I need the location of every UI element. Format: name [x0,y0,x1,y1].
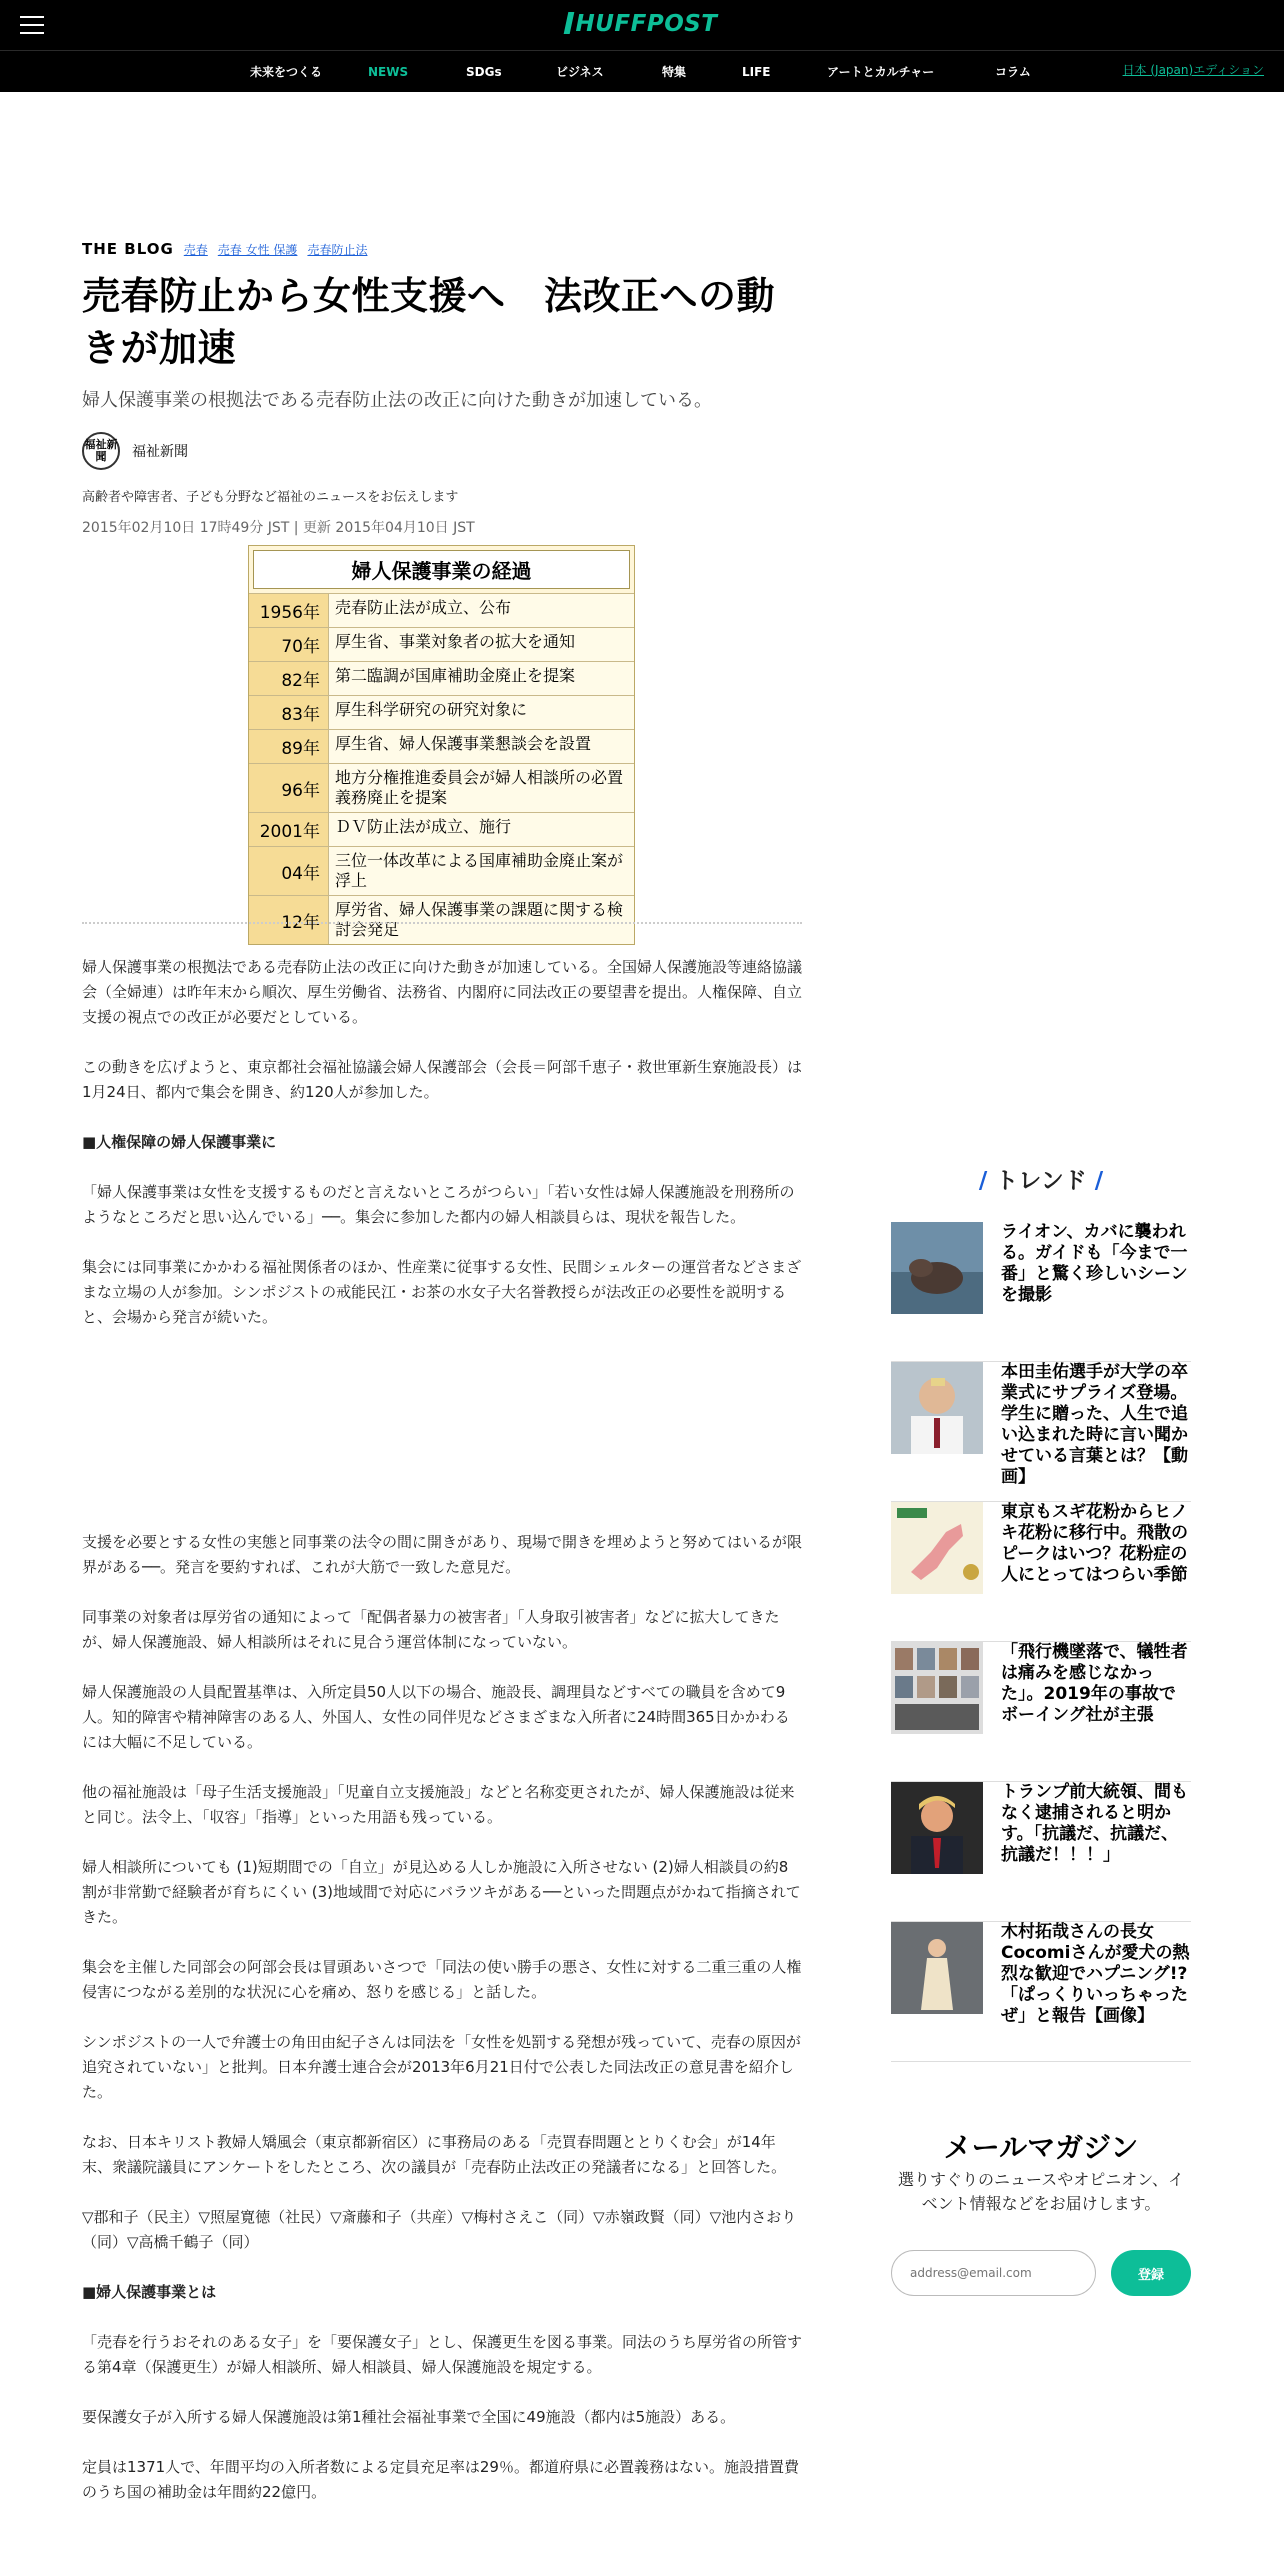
history-event: 三位一体改革による国庫補助金廃止案が浮上 [329,847,634,895]
nav-item-business[interactable]: ビジネス [556,65,604,79]
tag-link[interactable]: 売春防止法 [307,243,368,257]
pollen-map-thumbnail [891,1502,983,1594]
trend-headline: トランプ前大統領、間もなく逮捕されると明かす。「抗議だ、抗議だ、抗議だ！！！」 [1001,1782,1188,1865]
politician-photo-thumbnail [891,1782,983,1874]
trend-headline: 本田圭佑選手が大学の卒業式にサプライズ登場。学生に贈った、人生で追い込まれた時に言い聞かせている言葉とは？【動画】 [1001,1362,1188,1487]
body-paragraph: 集会には同事業にかかわる福祉関係者のほか、性産業に従事する女性、民間シェルターの運営者などさまざまな立場の人が参加。シンポジストの戒能民江・お茶の水女子大名誉教授らが法改正の必要性を説明すると、会場から発言が続いた。 [82,1258,802,1326]
body-paragraph: 婦人相談所についても (1)短期間での「自立」が見込める人しか施設に入所させない (2)婦人相談員の約8割が非常勤で経験者が育ちにくい (3)地域間で対応にバラツキがある──といった問題点がかねて指摘されてきた。 [82,1858,801,1926]
trend-headline: 木村拓哉さんの長女Cocomiさんが愛犬の熱烈な歓迎でハプニング!?「ぱっくりいっちゃったぜ」と報告【画像】 [1001,1922,1190,2026]
history-row [249,763,634,812]
history-row [249,729,634,763]
nav-item-life[interactable]: LIFE [742,65,771,79]
history-year: 04年 [249,847,329,895]
article-header [82,240,802,537]
history-row [249,895,634,944]
trend-headline: 東京もスギ花粉からヒノキ花粉に移行中。飛散のピークはいつ？花粉症の人にとってはつらい季節 [1001,1502,1188,1585]
nav-item-news[interactable]: NEWS [368,65,409,79]
article-headline: 売春防止から女性支援へ 法改正への動きが加速 [82,274,776,370]
newsletter-description: 選りすぐりのニュースやオピニオン、イベント情報などをお届けします。 [898,2170,1184,2213]
history-event: 第二臨調が国庫補助金廃止を提案 [329,662,634,695]
trend-item[interactable] [891,1502,1191,1642]
history-year: 82年 [249,662,329,695]
history-year: 2001年 [249,813,329,846]
memorial-photos-thumbnail [891,1642,983,1734]
top-bar [0,0,1284,50]
history-year: 70年 [249,628,329,661]
hippo-lion-thumbnail [891,1222,983,1314]
trend-heading-text: トレンド [995,1168,1087,1194]
blog-label: THE BLOG [82,240,174,258]
body-paragraph: 「婦人保護事業は女性を支援するものだと言えないところがつらい」「若い女性は婦人保護施設を刑務所のようなところだと思い込んでいる」──。集会に参加した都内の婦人相談員らは、現状を報告した。 [82,1183,795,1226]
nav-item-column[interactable]: コラム [995,65,1031,79]
huffpost-logo[interactable] [556,8,728,40]
history-row [249,661,634,695]
history-event: ＤＶ防止法が成立、施行 [329,813,634,846]
history-row [249,812,634,846]
tag-link[interactable]: 売春 女性 保護 [217,243,298,257]
body-paragraph: ▽郡和子（民主）▽照屋寛徳（社民）▽斎藤和子（共産）▽梅村さえこ（同）▽赤嶺政賢（同）▽池内さおり（同）▽高橋千鶴子（同） [82,2208,797,2251]
history-year: 12年 [249,896,329,944]
nav-item-sdgs[interactable]: SDGs [466,65,502,79]
history-title: 婦人保護事業の経過 [253,550,630,589]
section-heading: ■人権保障の婦人保護事業に [82,1133,277,1151]
history-year: 89年 [249,730,329,763]
person-photo-thumbnail [891,1362,983,1454]
subscribe-button[interactable]: 登録 [1111,2250,1191,2296]
body-paragraph: なお、日本キリスト教婦人矯風会（東京都新宿区）に事務局のある「売買春問題ととりくむ会」が14年末、衆議院議員にアンケートをしたところ、次の議員が「売春防止法改正の発議者になる」と回答した。 [82,2133,787,2176]
nav-bar [0,50,1284,92]
history-year: 96年 [249,764,329,812]
history-row [249,846,634,895]
article-subhead: 婦人保護事業の根拠法である売春防止法の改正に向けた動きが加速している。 [82,390,712,411]
celebrity-photo-thumbnail [891,1922,983,2014]
history-table-image [248,545,635,945]
nav-item-feature[interactable]: 特集 [662,65,687,79]
trend-headline: ライオン、カバに襲われる。ガイドも「今まで一番」と驚く珍しいシーンを撮影 [1001,1222,1188,1305]
body-paragraph: 要保護女子が入所する婦人保護施設は第1種社会福祉事業で全国に49施設（都内は5施設）ある。 [82,2408,736,2426]
divider [82,922,802,924]
body-paragraph: 婦人保護事業の根拠法である売春防止法の改正に向けた動きが加速している。全国婦人保護施設等連絡協議会（全婦連）は昨年末から順次、厚生労働省、法務省、内閣府に同法改正の要望書を提出。人権保障、自立支援の視点での改正が必要だとしている。 [82,958,803,1026]
trend-item[interactable] [891,1222,1191,1362]
body-paragraph: シンポジストの一人で弁護士の角田由紀子さんは同法を「女性を処罰する発想が残っていて、売春の原因が追究されていない」と批判。日本弁護士連合会が2013年6月21日付で公表した同法改正の意見書を紹介した。 [82,2033,801,2101]
body-paragraph: 同事業の対象者は厚労省の通知によって「配偶者暴力の被害者」「人身取引被害者」などに拡大してきたが、婦人保護施設、婦人相談所はそれに見合う運営体制になっていない。 [82,1608,780,1651]
history-event: 厚生省、婦人保護事業懇談会を設置 [329,730,634,763]
trend-item[interactable] [891,1642,1191,1782]
body-paragraph: 他の福祉施設は「母子生活支援施設」「児童自立支援施設」などと名称変更されたが、婦人保護施設は従来と同じ。法令上、「収容」「指導」といった用語も残っている。 [82,1783,795,1826]
author-name[interactable]: 福祉新聞 [132,444,188,460]
article-body-part-1 [82,955,802,1330]
trend-item[interactable] [891,1922,1191,2062]
trend-item[interactable] [891,1782,1191,1922]
blog-row [82,240,802,258]
logo-text: HUFFPOST [575,11,718,37]
body-paragraph: 定員は1371人で、年間平均の入所者数による定員充足率は29％。都道府県に必置義務はない。施設措置費のうち国の補助金は年間約22億円。 [82,2458,799,2501]
body-paragraph: 集会を主催した同部会の阿部会長は冒頭あいさつで「同法の使い勝手の悪さ、女性に対する二重三重の人権侵害につながる差別的な状況に心を痛め、怒りを感じる」と話した。 [82,1958,802,2001]
history-row [249,593,634,627]
newsletter-title: メールマガジン [943,2131,1139,2164]
history-event: 厚生省、事業対象者の拡大を通知 [329,628,634,661]
edition-link[interactable]: 日本 (Japan)エディション [1122,63,1264,77]
history-row [249,627,634,661]
history-event: 厚労省、婦人保護事業の課題に関する検討会発足 [329,896,634,944]
history-year: 83年 [249,696,329,729]
history-row [249,695,634,729]
body-paragraph: この動きを広げようと、東京都社会福祉協議会婦人保護部会（会長＝阿部千恵子・救世軍新生寮施設長）は1月24日、都内で集会を開き、約120人が参加した。 [82,1058,803,1101]
body-paragraph: 「売春を行うおそれのある女子」を「要保護女子」とし、保護更生を図る事業。同法のうち厚労省の所管する第4章（保護更生）が婦人相談所、婦人相談員、婦人保護施設を規定する。 [82,2333,803,2376]
body-paragraph: 婦人保護施設の人員配置基準は、入所定員50人以下の場合、施設長、調理員などすべての職員を含めて9人。知的障害や精神障害のある人、外国人、女性の同伴児などさまざまな入所者に24時間365日かかわるには大幅に不足している。 [82,1683,790,1751]
email-field[interactable] [891,2250,1096,2296]
history-event: 厚生科学研究の研究対象に [329,696,634,729]
menu-icon[interactable] [20,16,44,34]
nav-item-future[interactable]: 未来をつくる [250,65,323,79]
trend-item[interactable] [891,1362,1191,1502]
article-body-part-2 [82,1530,802,2505]
section-heading: ■婦人保護事業とは [82,2283,217,2301]
author-bio: 高齢者や障害者、子ども分野など福祉のニュースをお伝えします [82,490,459,505]
history-year: 1956年 [249,594,329,627]
tag-link[interactable]: 売春 [183,243,208,257]
history-event: 売春防止法が成立、公布 [329,594,634,627]
history-event: 地方分権推進委員会が婦人相談所の必置義務廃止を提案 [329,764,634,812]
history-rows [249,593,634,944]
trend-heading: / トレンド / [978,1168,1104,1194]
article-dates: 2015年02月10日 17時49分 JST | 更新 2015年04月10日 JST [82,520,475,536]
nav-item-art[interactable]: アートとカルチャー [827,65,935,79]
trend-headline: 「飛行機墜落で、犠牲者は痛みを感じなかった」。2019年の事故でボーイング社が主張 [1001,1642,1188,1725]
author-avatar[interactable]: 福祉新聞 [82,432,120,470]
body-paragraph: 支援を必要とする女性の実態と同事業の法令の間に開きがあり、現場で開きを埋めようと努めてはいるが限界がある──。発言を要約すれば、これが大筋で一致した意見だ。 [82,1533,803,1576]
logo-slash-icon [564,12,575,34]
author-row [82,432,802,470]
